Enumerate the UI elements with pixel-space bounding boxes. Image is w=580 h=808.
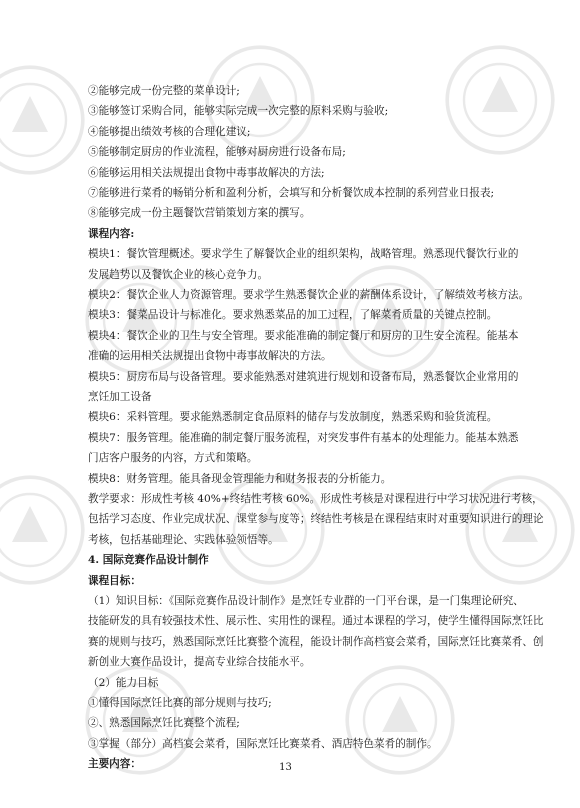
section-heading: 课程内容: <box>88 227 135 240</box>
text-line: ③能够签订采购合同，能够实际完成一次完整的原料采购与验收; <box>88 105 389 118</box>
text-line: ⑥能够运用相关法规提出食物中毒事故解决的方法; <box>88 166 325 179</box>
text-line: 门店客户服务的内容，方式和策略。 <box>88 452 258 465</box>
watermark-seal-icon <box>440 40 560 160</box>
watermark-seal-icon <box>200 40 320 160</box>
text-line: ⑧能够完成一份主题餐饮营销策划方案的撰写。 <box>88 207 311 220</box>
text-line: 教学要求：形成性考核 40%+终结性考核 60%。形成性考核是对课程进行中学习状况进行考核， <box>88 493 543 505</box>
text-line: 赛的规则与技巧，熟悉国际烹饪比赛整个流程，能设计制作高档宴会菜肴，国际烹饪比赛菜肴、创 <box>88 635 544 648</box>
text-line: ④能够提出绩效考核的合理化建议; <box>88 125 251 138</box>
text-line: 模块4：餐饮企业的卫生与安全管理。要求能准确的制定餐厅和厨房的卫生安全流程。能基本 <box>88 329 519 342</box>
text-line: ③掌握（部分）高档宴会菜肴，国际烹饪比赛菜肴、酒店特色菜肴的制作。 <box>88 737 438 750</box>
text-line: ①懂得国际烹饪比赛的部分规则与技巧; <box>88 697 272 709</box>
watermark-seal-icon <box>0 60 90 180</box>
text-line: 模块2：餐饮企业人力资源管理。要求学生熟悉餐饮企业的薪酬体系设计，了解绩效考核方法。 <box>88 289 530 301</box>
text-line: 模块5：厨房布局与设备管理。要求能熟悉对建筑进行规划和设备布局，熟悉餐饮企业常用的 <box>88 370 519 383</box>
text-line: （1）知识目标：《国际竞赛作品设计制作》是烹饪专业群的一门平台课，是一门集理论研究、 <box>88 595 524 607</box>
text-line: 技能研发的具有较强技术性、展示性、实用性的课程。通过本课程的学习，使学生懂得国际烹饪比 <box>88 615 544 628</box>
text-line: ②能够完成一份完整的菜单设计; <box>88 85 240 97</box>
text-line: 准确的运用相关法规提出食物中毒事故解决的方法。 <box>88 350 332 363</box>
text-line: 考核，包括基础理论、实践体验领悟等。 <box>88 533 279 546</box>
section-heading: 课程目标： <box>88 574 141 587</box>
text-line: ⑦能够进行菜肴的畅销分析和盈利分析，会填写和分析餐饮成本控制的系列营业日报表; <box>88 187 495 199</box>
text-line: ②、熟悉国际烹饪比赛整个流程; <box>88 717 240 730</box>
section-heading: 主要内容： <box>88 758 141 771</box>
watermark-seal-icon <box>0 470 90 590</box>
watermark-seal-icon <box>210 470 330 590</box>
watermark-seal-icon <box>460 470 580 590</box>
page-number: 13 <box>279 762 292 773</box>
text-line: （2）能力目标 <box>88 676 159 689</box>
text-line: 发展趋势以及餐饮企业的核心竞争力。 <box>88 268 269 281</box>
text-line: 新创业大赛作品设计，提高专业综合技能水平。 <box>88 656 311 669</box>
text-line: 模块6：采料管理。要求能熟悉制定食品原料的储存与发放制度，熟悉采购和验货流程。 <box>88 411 498 424</box>
text-line: 模块3：餐菜品设计与标准化。要求熟悉菜品的加工过程，了解菜肴质量的关键点控制。 <box>88 309 498 322</box>
text-line: ⑤能够制定厨房的作业流程，能够对厨房进行设备布局; <box>88 146 346 159</box>
text-line: 烹饪加工设备 <box>88 391 152 403</box>
text-line: 模块7：服务管理。能准确的制定餐厅服务流程，对突发事件有基本的处理能力。能基本熟悉 <box>88 431 519 444</box>
section-heading: 4. 国际竞赛作品设计制作 <box>88 554 209 567</box>
text-line: 模块8：财务管理。能具备现金管理能力和财务报表的分析能力。 <box>88 472 392 485</box>
text-line: 模块1：餐饮管理概述。要求学生了解餐饮企业的组织架构，战略管理。熟悉现代餐饮行业的 <box>88 248 519 261</box>
text-line: 包括学习态度、作业完成状况、课堂参与度等；终结性考核是在课程结束时对重要知识进行的理论 <box>88 513 544 526</box>
